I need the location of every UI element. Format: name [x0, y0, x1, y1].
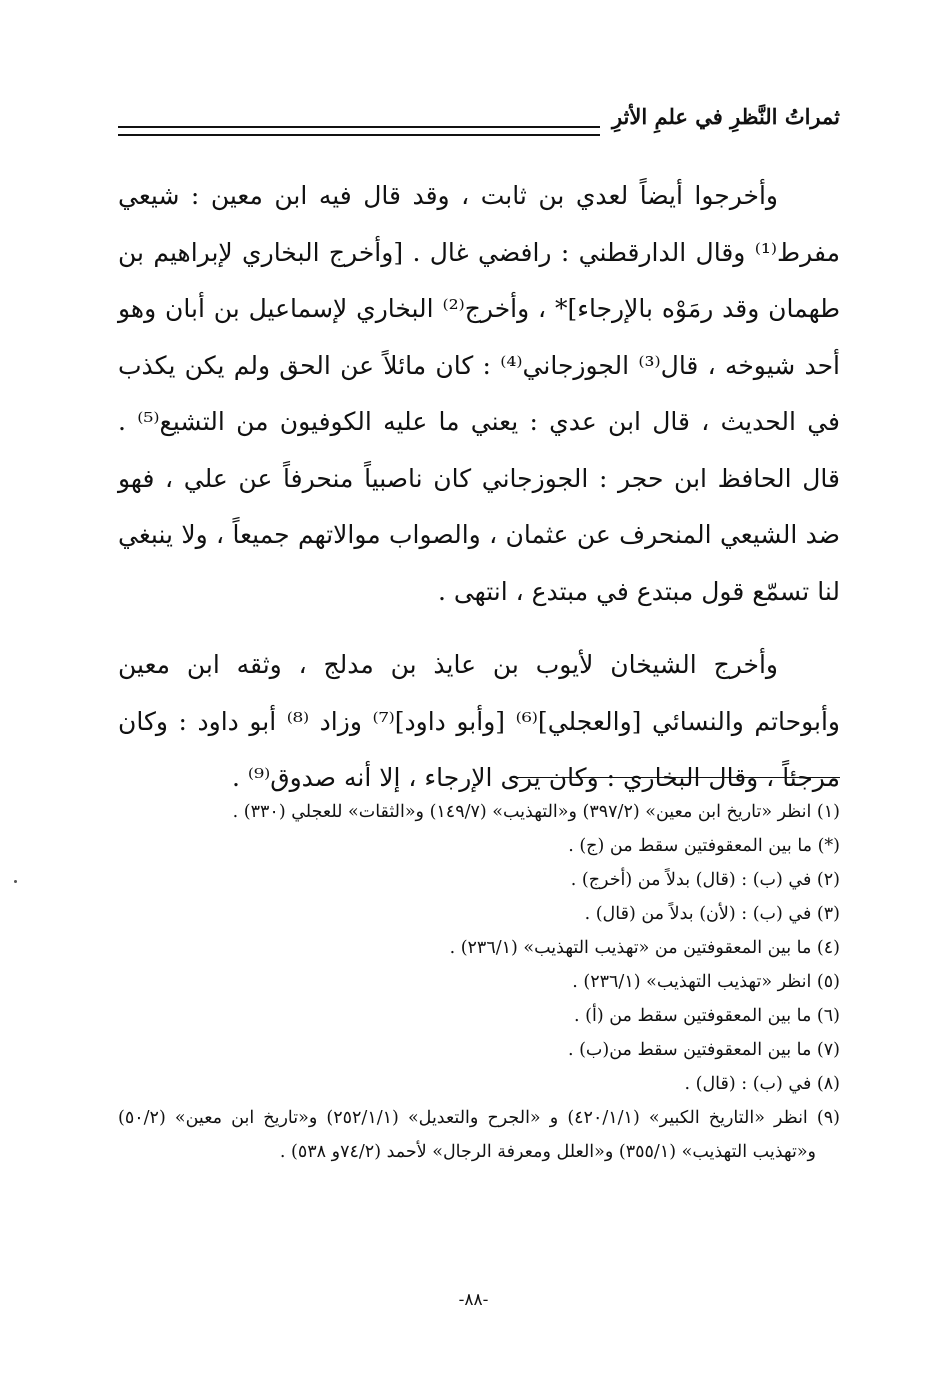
footnote-4: (٤) ما بين المعقوفتين من «تهذيب التهذيب» (٢٣٦/١) . [449, 938, 840, 958]
footnote-7: (٧) ما بين المعقوفتين سقط من(ب) . [567, 1040, 840, 1060]
header-rule-top [118, 126, 600, 128]
running-header [118, 104, 840, 144]
scan-speck [14, 880, 17, 883]
footnote-6: (٦) ما بين المعقوفتين سقط من (أ) . [574, 1006, 840, 1026]
running-header-title: ثمراتُ النَّظرِ في علمِ الأثرِ [611, 104, 840, 129]
paragraph-2: وأخرج الشيخان لأيوب بن عايذ بن مدلج ، وثقه ابن معين وأبوحاتم والنسائي [والعجلي]⁽⁶⁾ [وأبو داود]⁽⁷⁾ وزاد ⁽⁸⁾ أبو داود : وكان مرجئاً ، وقال البخاري : وكان يرى الإرجاء ، إلا أنه صدوق⁽⁹⁾ . [118, 650, 840, 792]
header-rule-bottom [118, 134, 600, 136]
footnote-asterisk: (*) ما بين المعقوفتين سقط من (ج) . [568, 836, 840, 856]
footnote-9: (٩) انظر «التاريخ الكبير» (٤٢٠/١/١) و «الجرح والتعديل» (٢٥٢/١/١) و«تاريخ ابن معين» (٥٠/٢) و«تهذيب التهذيب» (٣٥٥/١) و«العلل ومعرفة الرجال» لأحمد (٧٤/٢و ٥٣٨) . [118, 1108, 840, 1162]
footnote-8: (٨) في (ب) : (قال) . [684, 1074, 840, 1094]
footnote-2: (٢) في (ب) : (قال) بدلاً من (أخرج) . [570, 870, 840, 890]
footnote-3: (٣) في (ب) : (لأن) بدلاً من (قال) . [584, 904, 840, 924]
footnote-1: (١) انظر «تاريخ ابن معين» (٣٩٧/٢) و«التهذيب» (١٤٩/٧) و«الثقات» للعجلي (٣٣٠) . [232, 802, 840, 822]
paragraph-1: وأخرجوا أيضاً لعدي بن ثابت ، وقد قال فيه ابن معين : شيعي مفرط⁽¹⁾ وقال الدارقطني : رافضي غال . [وأخرج البخاري لإبراهيم بن طهمان وقد رمَوْه بالإرجاء]* ، وأخرج⁽²⁾ البخاري لإسماعيل بن أبان وهو أحد شيوخه ، قال⁽³⁾ الجوزجاني⁽⁴⁾ : كان مائلاً عن الحق ولم يكن يكذب في الحديث ، قال ابن عدي : يعني ما عليه الكوفيون من التشيع⁽⁵⁾ . قال الحافظ ابن حجر : الجوزجاني كان ناصبياً منحرفاً عن علي ، فهو ضد الشيعي المنحرف عن عثمان ، والصواب موالاتهم جميعاً ، ولا ينبغي لنا تسمّع قول مبتدع في مبتدع ، انتهى . [118, 181, 840, 606]
main-text [118, 168, 840, 807]
page-number: -٨٨- [458, 1290, 489, 1310]
footnotes [118, 795, 840, 1169]
footnote-5: (٥) انظر «تهذيب التهذيب» (٢٣٦/١) . [572, 972, 840, 992]
footnote-separator [513, 777, 840, 778]
